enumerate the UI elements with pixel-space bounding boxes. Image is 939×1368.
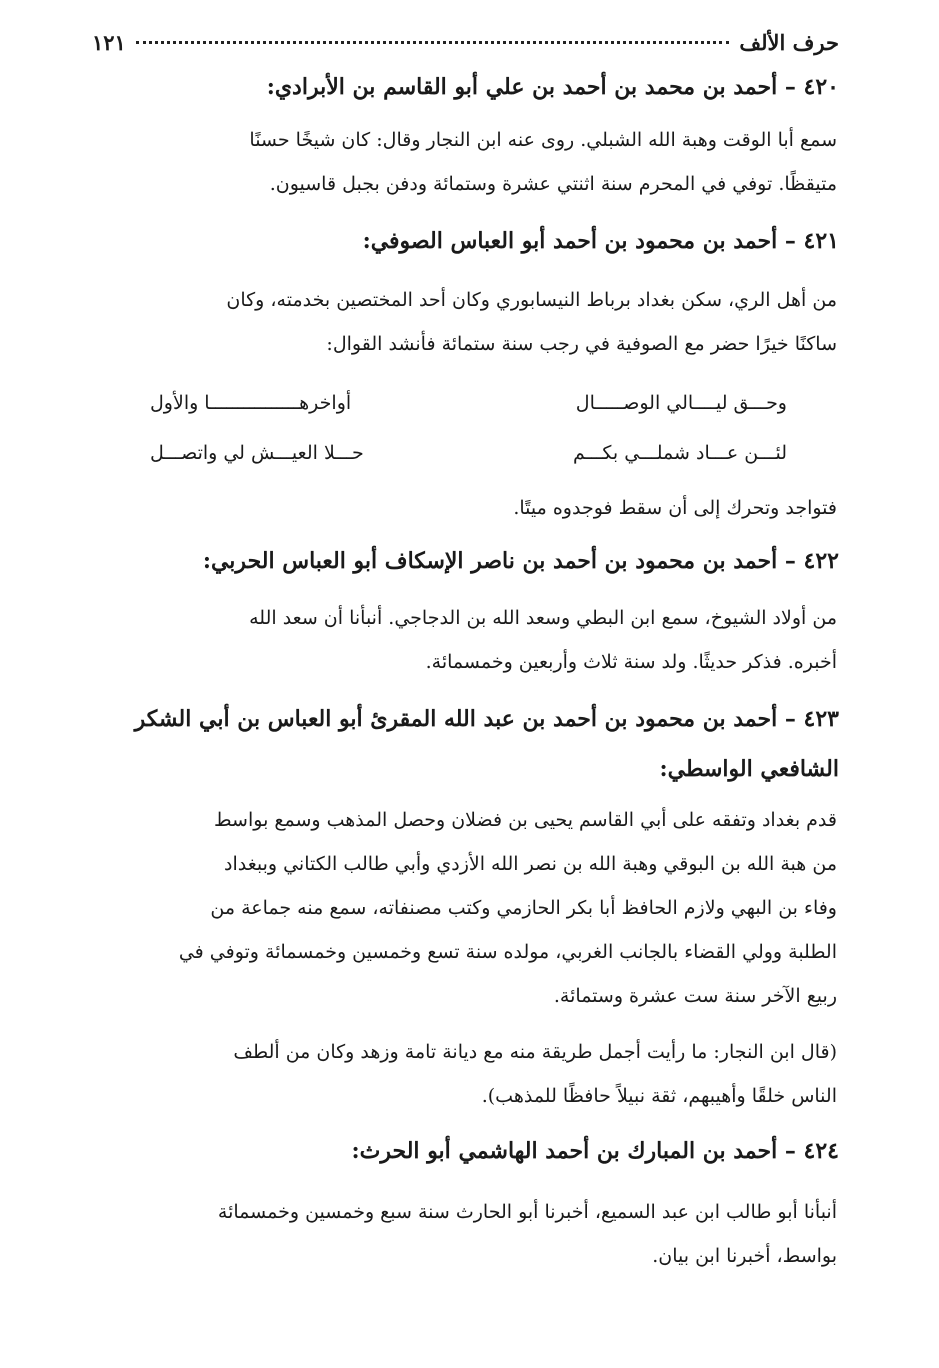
entry-line: سمع أبا الوقت وهبة الله الشبلي. روى عنه ابن النجار وقال: كان شيخًا حسنًا: [249, 129, 837, 151]
entry-body-422: [96, 596, 837, 684]
entry-body-420: [96, 118, 837, 206]
poem-hemistich-first: وحـــق ليــــالي الوصـــــال: [575, 392, 787, 414]
entry-line: أنبأنا أبو طالب ابن عبد السميع، أخبرنا أبو الحارث سنة سبع وخمسين وخمسمائة: [217, 1201, 837, 1223]
entry-body-424: [96, 1190, 837, 1278]
entry-line: ساكنًا خيرًا حضر مع الصوفية في رجب سنة ستمائة فأنشد القوال:: [326, 333, 837, 355]
poem-verse: [150, 428, 787, 478]
entry-line: متيقظًا. توفي في المحرم سنة اثنتي عشرة وستمائة ودفن بجبل قاسيون.: [269, 173, 837, 195]
entry-line: أخبره. فذكر حديثًا. ولد سنة ثلاث وأربعين وخمسمائة.: [425, 651, 837, 673]
entry-line: ربيع الآخر سنة ست عشرة وستمائة.: [553, 985, 837, 1007]
entry-heading-420: ٤٢٠ – أحمد بن محمد بن أحمد بن علي أبو القاسم بن الأبرادي:: [266, 74, 839, 100]
entry-line: الطلبة وولي القضاء بالجانب الغربي، مولده سنة تسع وخمسين وخمسمائة وتوفي في: [178, 941, 837, 963]
entry-line: بواسط، أخبرنا ابن بيان.: [652, 1245, 837, 1267]
entry-line: وفاء بن البهي ولازم الحافظ أبا بكر الحازمي وكتب مصنفاته، سمع منه جماعة من: [210, 897, 837, 919]
entry-after-421: [96, 486, 837, 530]
entry-heading-422: ٤٢٢ – أحمد بن محمود بن أحمد بن ناصر الإسكاف أبو العباس الحربي:: [202, 548, 839, 574]
poem-block: [150, 378, 787, 478]
header-title: حرف الألف: [739, 30, 839, 55]
entry-line: فتواجد وتحرك إلى أن سقط فوجدوه ميتًا.: [513, 497, 837, 519]
page-number: ١٢١: [92, 30, 126, 55]
poem-hemistich-second: أواخرهــــــــــــــــا والأول: [150, 392, 352, 414]
poem-verse: [150, 378, 787, 428]
entry-heading-421: ٤٢١ – أحمد بن محمود بن أحمد أبو العباس الصوفي:: [362, 228, 839, 254]
entry-line: من أولاد الشيوخ، سمع ابن البطي وسعد الله بن الدجاجي. أنبأنا أن سعد الله: [249, 607, 837, 629]
entry-line: الناس خلقًا وأهيبهم، ثقة نبيلاً حافظًا للمذهب).: [481, 1085, 837, 1107]
entry-heading-423: ٤٢٣ – أحمد بن محمود بن أحمد بن عبد الله المقرئ أبو العباس بن أبي الشكر الشافعي الواسطي:: [134, 706, 839, 782]
dotted-leader: [136, 41, 730, 44]
entry-heading-424: ٤٢٤ – أحمد بن المبارك بن أحمد الهاشمي أبو الحرث:: [351, 1138, 839, 1164]
running-header: [92, 30, 839, 55]
poem-hemistich-second: حـــلا العيـــش لي واتصـــل: [150, 442, 364, 464]
entry-line: (قال ابن النجار: ما رأيت أجمل طريقة منه مع ديانة تامة وزهد وكان من ألطف: [233, 1041, 837, 1063]
poem-hemistich-first: لئـــن عـــاد شملـــي بكـــم: [573, 442, 787, 464]
entry-quote-423: [96, 1030, 837, 1118]
entry-line: قدم بغداد وتفقه على أبي القاسم يحيى بن فضلان وحصل المذهب وسمع بواسط: [214, 809, 837, 831]
entry-body-423: [96, 798, 837, 1018]
entry-body-421: [96, 278, 837, 366]
entry-line: من هبة الله بن البوقي وهبة الله بن نصر الله الأزدي وأبي طالب الكتاني وببغداد: [223, 853, 837, 875]
entry-line: من أهل الري، سكن بغداد برباط النيسابوري وكان أحد المختصين بخدمته، وكان: [226, 289, 837, 311]
